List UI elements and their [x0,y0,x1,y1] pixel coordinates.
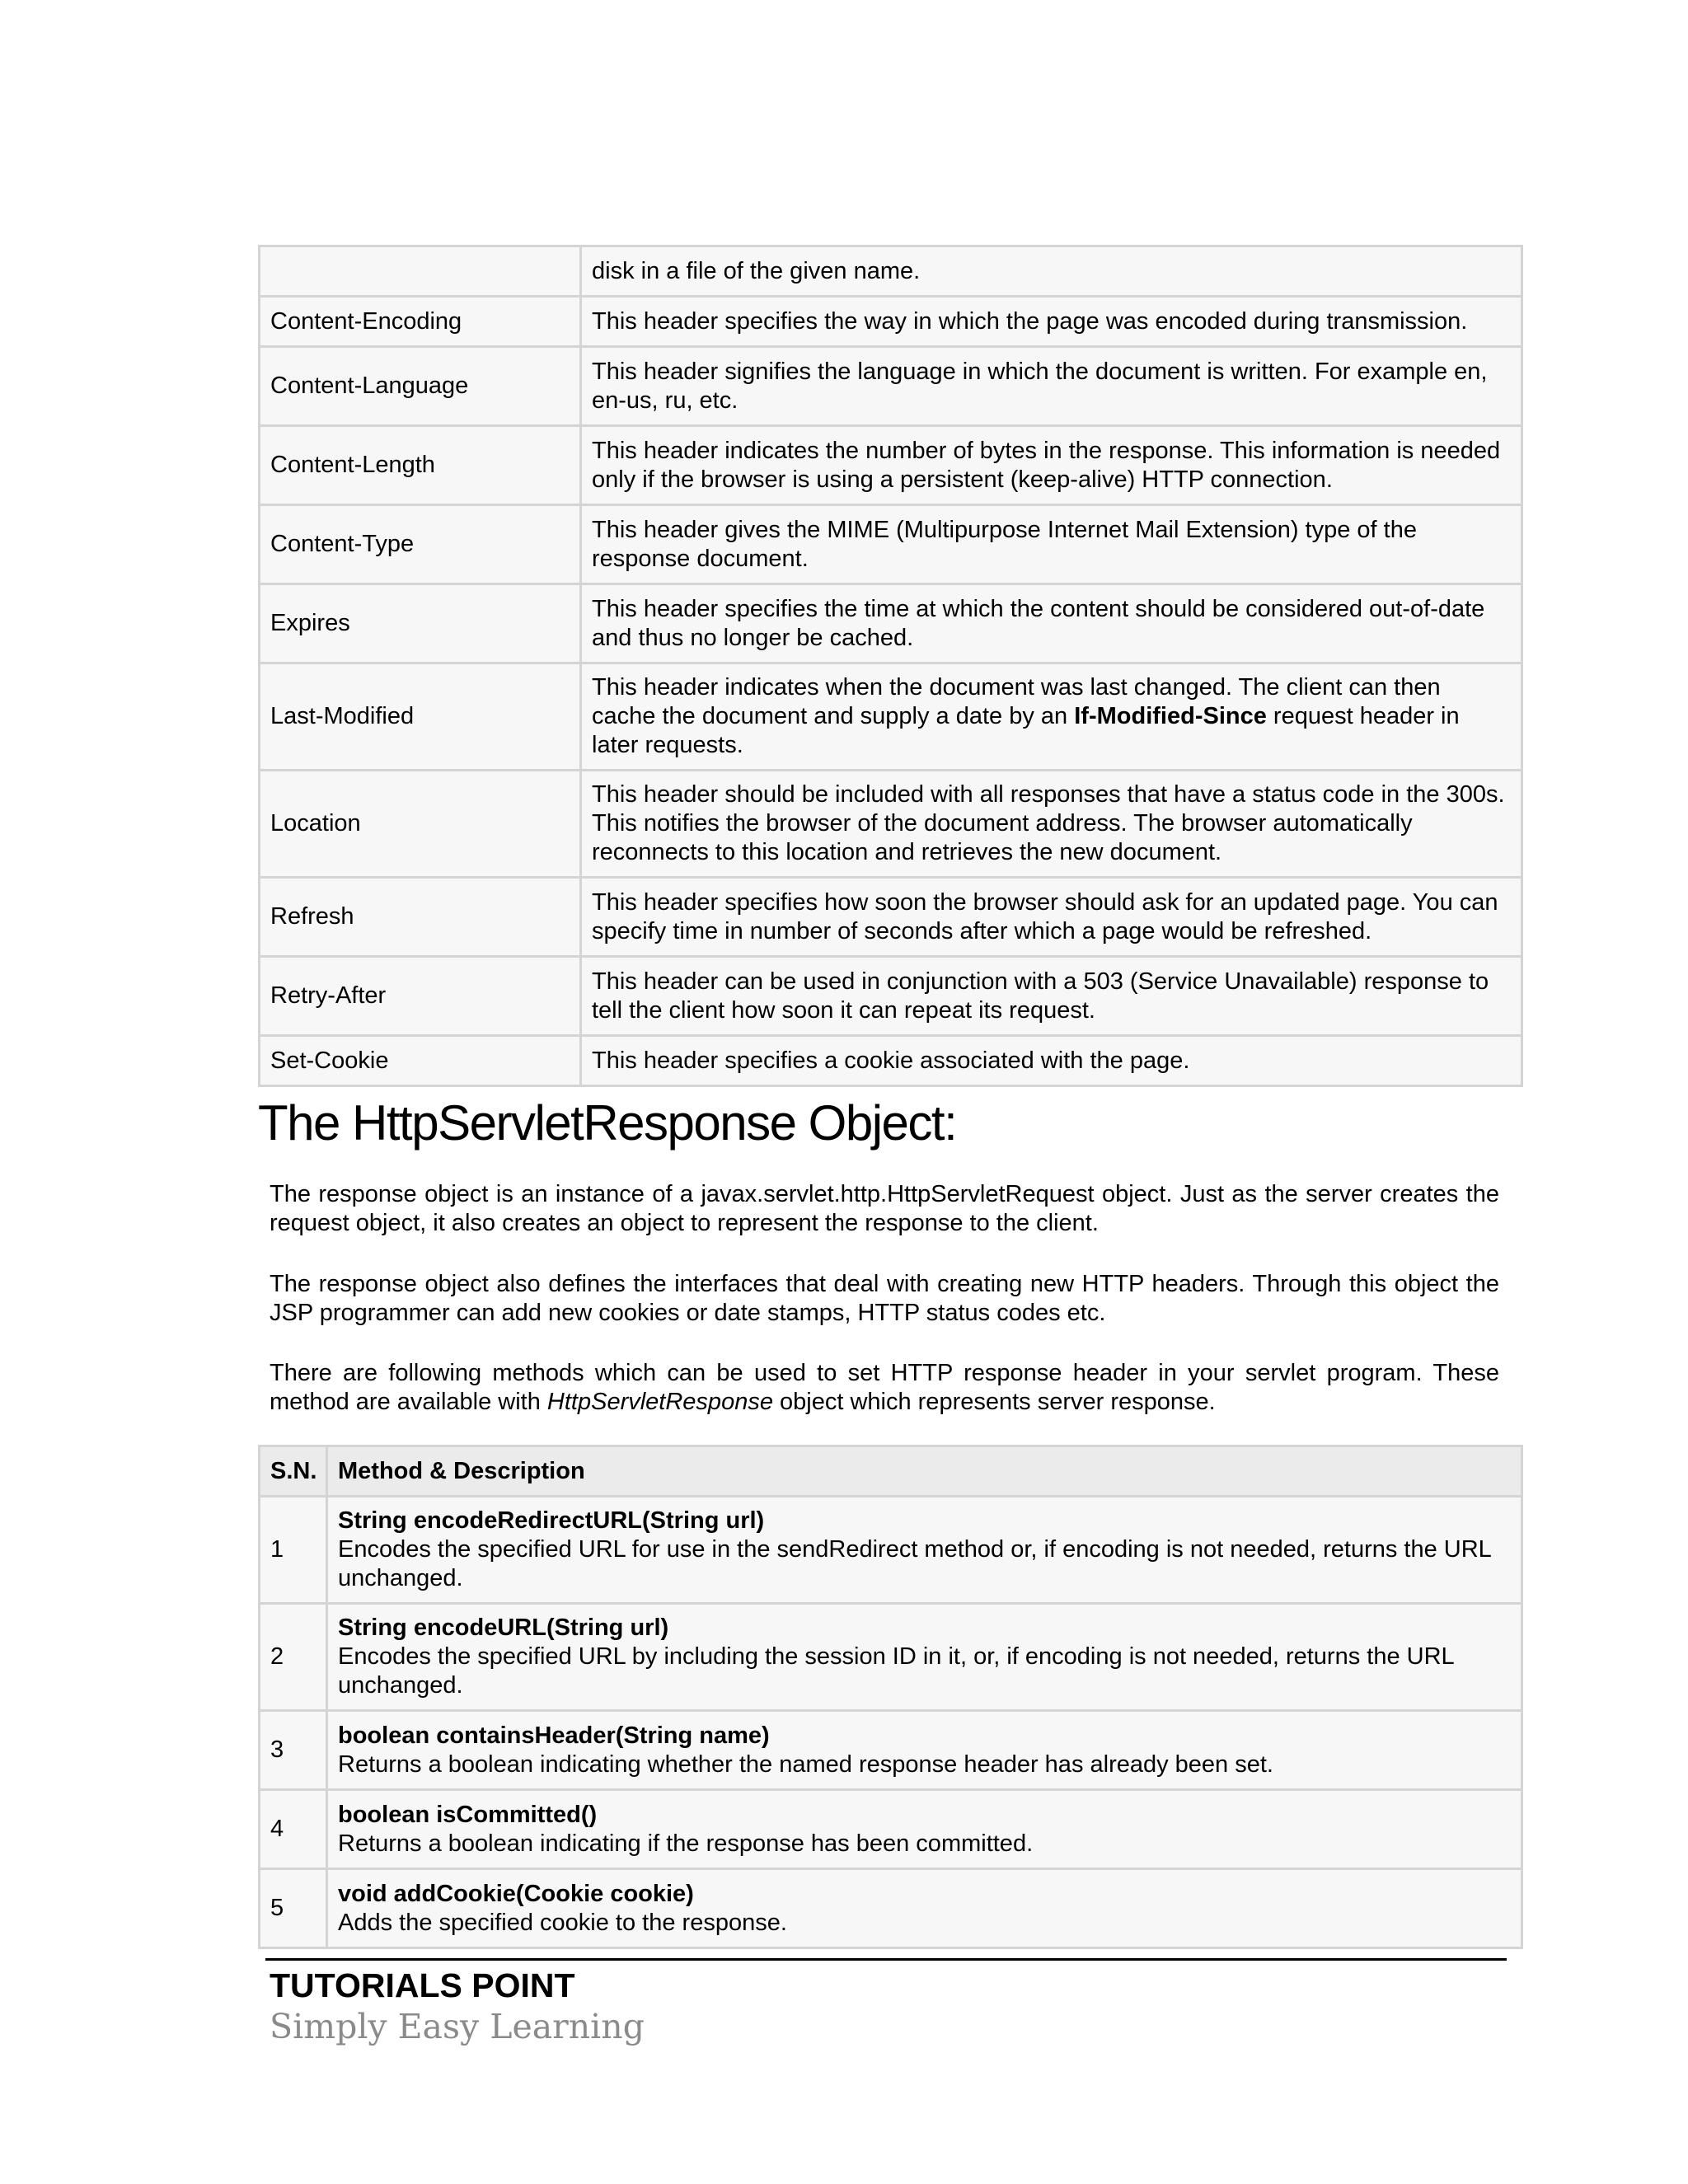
description-text: This header indicates when the document was last changed. The client can then cache the document and supply a date by an [592,674,1441,729]
method-signature: String encodeRedirectURL(String url) [338,1507,765,1534]
methods-table [258,1445,1523,1949]
header-name: Content-Encoding [260,297,581,347]
header-description: This header specifies the time at which the content should be considered out-of-date and thus no longer be cached. [581,584,1522,663]
header-description: This header specifies the way in which the page was encoded during transmission. [581,297,1522,347]
table-row [260,1869,1522,1948]
paragraph: The response object also defines the interfaces that deal with creating new HTTP headers. Through this object the JSP programmer can add new cookies or date stamps, HTTP status codes etc. [270,1271,1499,1326]
header-description: This header indicates the number of bytes in the response. This information is needed only if the browser is using a persistent (keep-alive) HTTP connection. [581,426,1522,505]
footer-brand: TUTORIALS POINT [270,1966,575,2004]
header-description [581,663,1522,771]
http-headers-table [258,245,1523,1087]
header-name: Retry-After [260,957,581,1036]
table-row [260,584,1522,663]
method-signature: void addCookie(Cookie cookie) [338,1880,694,1907]
table-row [260,1711,1522,1790]
header-name: Refresh [260,878,581,957]
header-name: Content-Length [260,426,581,505]
method-description: Encodes the specified URL by including the session ID in it, or, if encoding is not needed, returns the URL unchanged. [338,1643,1454,1699]
paragraph-text: object which represents server response. [772,1389,1216,1415]
column-header-sn: S.N. [260,1446,327,1497]
paragraph-italic-text: HttpServletResponse [546,1389,773,1415]
header-description: This header should be included with all responses that have a status code in the 300s. This notifies the browser of the document address. The browser automatically reconnects to this location and retrieves the new document. [581,771,1522,878]
description-text: request header in later requests. [592,703,1460,758]
table-row [260,1036,1522,1086]
table-row [260,771,1522,878]
method-description: Adds the specified cookie to the response. [338,1909,787,1936]
table-row [260,426,1522,505]
header-name: Content-Language [260,347,581,426]
table-row [260,878,1522,957]
footer-divider [265,1958,1507,1961]
row-number: 1 [260,1497,327,1604]
header-name: Set-Cookie [260,1036,581,1086]
column-header-method: Method & Description [327,1446,1522,1497]
table-row [260,1790,1522,1869]
table-row [260,297,1522,347]
row-number: 4 [260,1790,327,1869]
table-row [260,347,1522,426]
method-cell [327,1711,1522,1790]
header-description: This header specifies a cookie associated with the page. [581,1036,1522,1086]
table-row [260,246,1522,297]
method-signature: boolean containsHeader(String name) [338,1722,770,1749]
header-description: This header specifies how soon the browser should ask for an updated page. You can specify time in number of seconds after which a page would be refreshed. [581,878,1522,957]
method-signature: boolean isCommitted() [338,1801,598,1828]
header-name [260,246,581,297]
row-number: 5 [260,1869,327,1948]
row-number: 3 [260,1711,327,1790]
table-header-row [260,1446,1522,1497]
table-row [260,1497,1522,1604]
header-name: Expires [260,584,581,663]
method-cell [327,1497,1522,1604]
table-row [260,505,1522,584]
method-cell [327,1604,1522,1711]
header-name: Location [260,771,581,878]
header-name: Last-Modified [260,663,581,771]
table-row [260,1604,1522,1711]
header-description: disk in a file of the given name. [581,246,1522,297]
row-number: 2 [260,1604,327,1711]
paragraph [270,1359,1499,1417]
table-row [260,663,1522,771]
method-cell [327,1869,1522,1948]
method-signature: String encodeURL(String url) [338,1615,669,1641]
header-description: This header can be used in conjunction with a 503 (Service Unavailable) response to tell the client how soon it can repeat its request. [581,957,1522,1036]
method-description: Returns a boolean indicating if the response has been committed. [338,1830,1034,1857]
section-heading: The HttpServletResponse Object: [258,1095,957,1151]
header-description: This header signifies the language in which the document is written. For example en, en-us, ru, etc. [581,347,1522,426]
paragraph: The response object is an instance of a javax.servlet.http.HttpServletRequest object. Just as the server creates the request object, it also creates an object to represent the response to the client. [270,1181,1499,1236]
method-description: Encodes the specified URL for use in the sendRedirect method or, if encoding is not needed, returns the URL unchanged. [338,1536,1491,1591]
method-description: Returns a boolean indicating whether the named response header has already been set. [338,1750,1273,1778]
paragraph-text: There are following methods which can be used to set HTTP response header in your servlet program. These method are available with [270,1360,1499,1415]
method-cell [327,1790,1522,1869]
footer-tagline: Simply Easy Learning [270,2007,645,2046]
description-bold-text: If-Modified-Since [1074,703,1267,729]
header-name: Content-Type [260,505,581,584]
table-row [260,957,1522,1036]
header-description: This header gives the MIME (Multipurpose Internet Mail Extension) type of the response document. [581,505,1522,584]
